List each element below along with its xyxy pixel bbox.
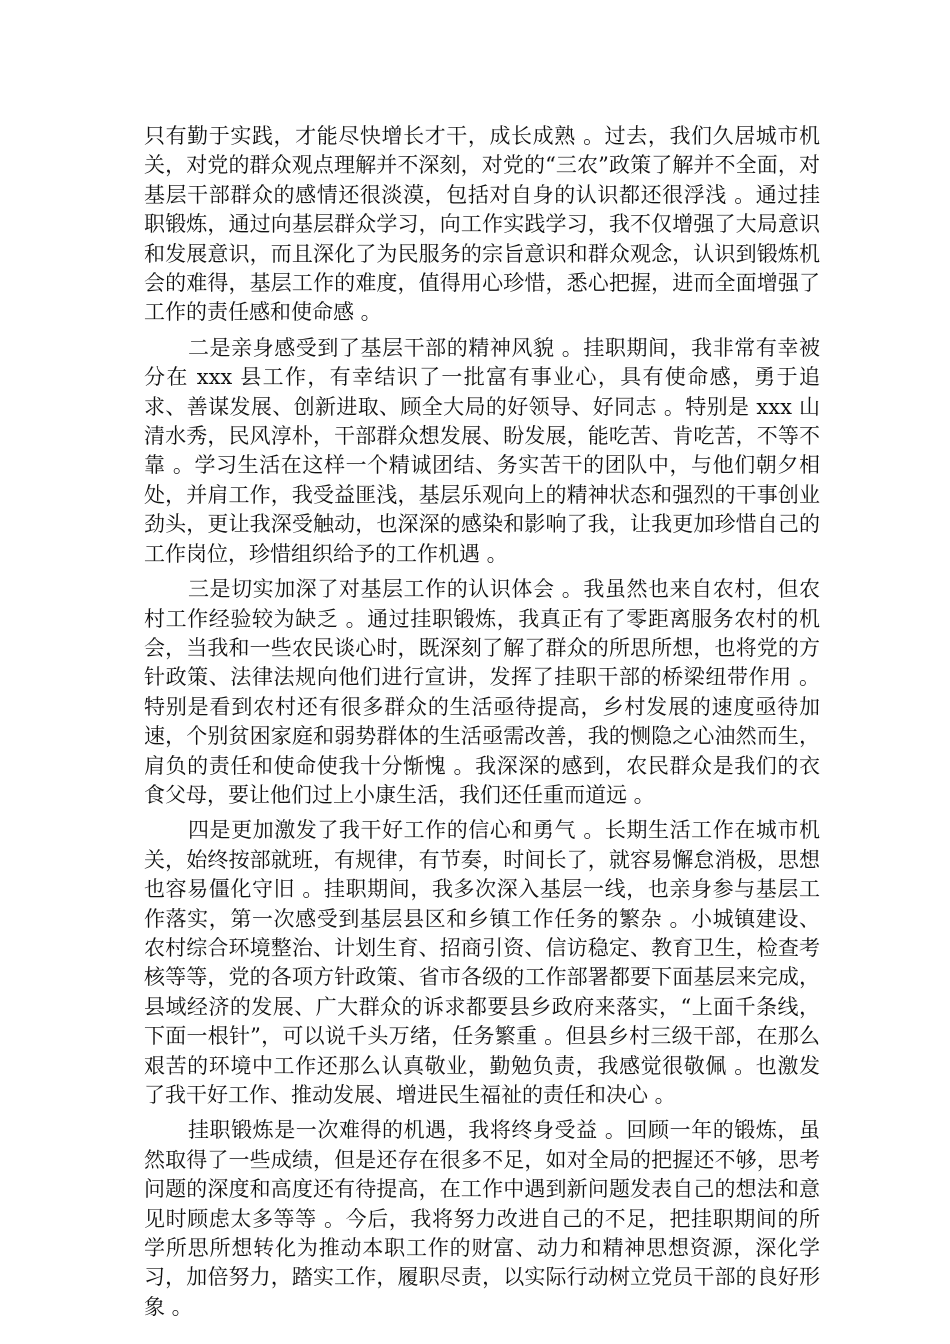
paragraph-conclusion: 挂职锻炼是一次难得的机遇，我将终身受益 。回顾一年的锻炼，虽然取得了一些成绩，但是还存在很多不足，如对全局的把握还不够，思考问题的深度和高度还有待提高，在工作中遇到新问题发表自己的想法和意见时顾虑太多等等 。今后，我将努力改进自己的不足，把挂职期间的所学所思所想转化为推动本职工作的财富、动力和精神思想资源，深化学习，加倍努力，踏实工作，履职尽责，以实际行动树立党员干部的良好形象 。: [144, 1118, 820, 1319]
document-body: [144, 122, 820, 1328]
paragraph-point-three: 三是切实加深了对基层工作的认识体会 。我虽然也来自农村，但农村工作经验较为缺乏 。通过挂职锻炼，我真正有了零距离服务农村的机会，当我和一些农民谈心时，既深刻了解了群众的所思所想，也将党的方针政策、法律法规向他们进行宣讲，发挥了挂职干部的桥梁纽带作用 。特别是看到农村还有很多群众的生活亟待提高，乡村发展的速度亟待加速，个别贫困家庭和弱势群体的生活亟需改善，我的恻隐之心油然而生，肩负的责任和使命使我十分惭愧 。我深深的感到，农民群众是我们的衣食父母，要让他们过上小康生活，我们还任重而道远 。: [144, 577, 820, 807]
paragraph-point-two: 二是亲身感受到了基层干部的精神风貌 。挂职期间，我非常有幸被分在 xxx 县工作，有幸结识了一批富有事业心，具有使命感，勇于追求、善谋发展、创新进取、顾全大局的好领导、好同志 。特别是 xxx 山清水秀，民风淳朴，干部群众想发展、盼发展，能吃苦、肯吃苦，不等不靠 。学习生活在这样一个精诚团结、务实苦干的团队中，与他们朝夕相处，并肩工作，我受益匪浅，基层乐观向上的精神状态和强烈的干事创业劲头，更让我深受触动，也深深的感染和影响了我，让我更加珍惜自己的工作岗位，珍惜组织给予的工作机遇 。: [144, 335, 820, 566]
paragraph-point-four: 四是更加激发了我干好工作的信心和勇气 。长期生活工作在城市机关，始终按部就班，有规律，有节奏，时间长了，就容易懈怠消极，思想也容易僵化守旧 。挂职期间，我多次深入基层一线，也亲身参与基层工作落实，第一次感受到基层县区和乡镇工作任务的繁杂 。小城镇建设、农村综合环境整治、计划生育、招商引资、信访稳定、教育卫生，检查考核等等，党的各项方针政策、省市各级的工作部署都要下面基层来完成，县域经济的发展、广大群众的诉求都要县乡政府来落实，“上面千条线，下面一根针”，可以说千头万绪，任务繁重 。但县乡村三级干部，在那么艰苦的环境中工作还那么认真敬业，勤勉负责，我感觉很敬佩 。也激发了我干好工作、推动发展、增进民生福祉的责任和决心 。: [144, 818, 820, 1107]
paragraph-continuation: 只有勤于实践，才能尽快增长才干，成长成熟 。过去，我们久居城市机关，对党的群众观点理解并不深刻，对党的“三农”政策了解并不全面，对基层干部群众的感情还很淡漠，包括对自身的认识都还很浮浅 。通过挂职锻炼，通过向基层群众学习，向工作实践学习，我不仅增强了大局意识和发展意识，而且深化了为民服务的宗旨意识和群众观念，认识到锻炼机会的难得，基层工作的难度，值得用心珍惜，悉心把握，进而全面增强了工作的责任感和使命感 。: [144, 124, 820, 325]
